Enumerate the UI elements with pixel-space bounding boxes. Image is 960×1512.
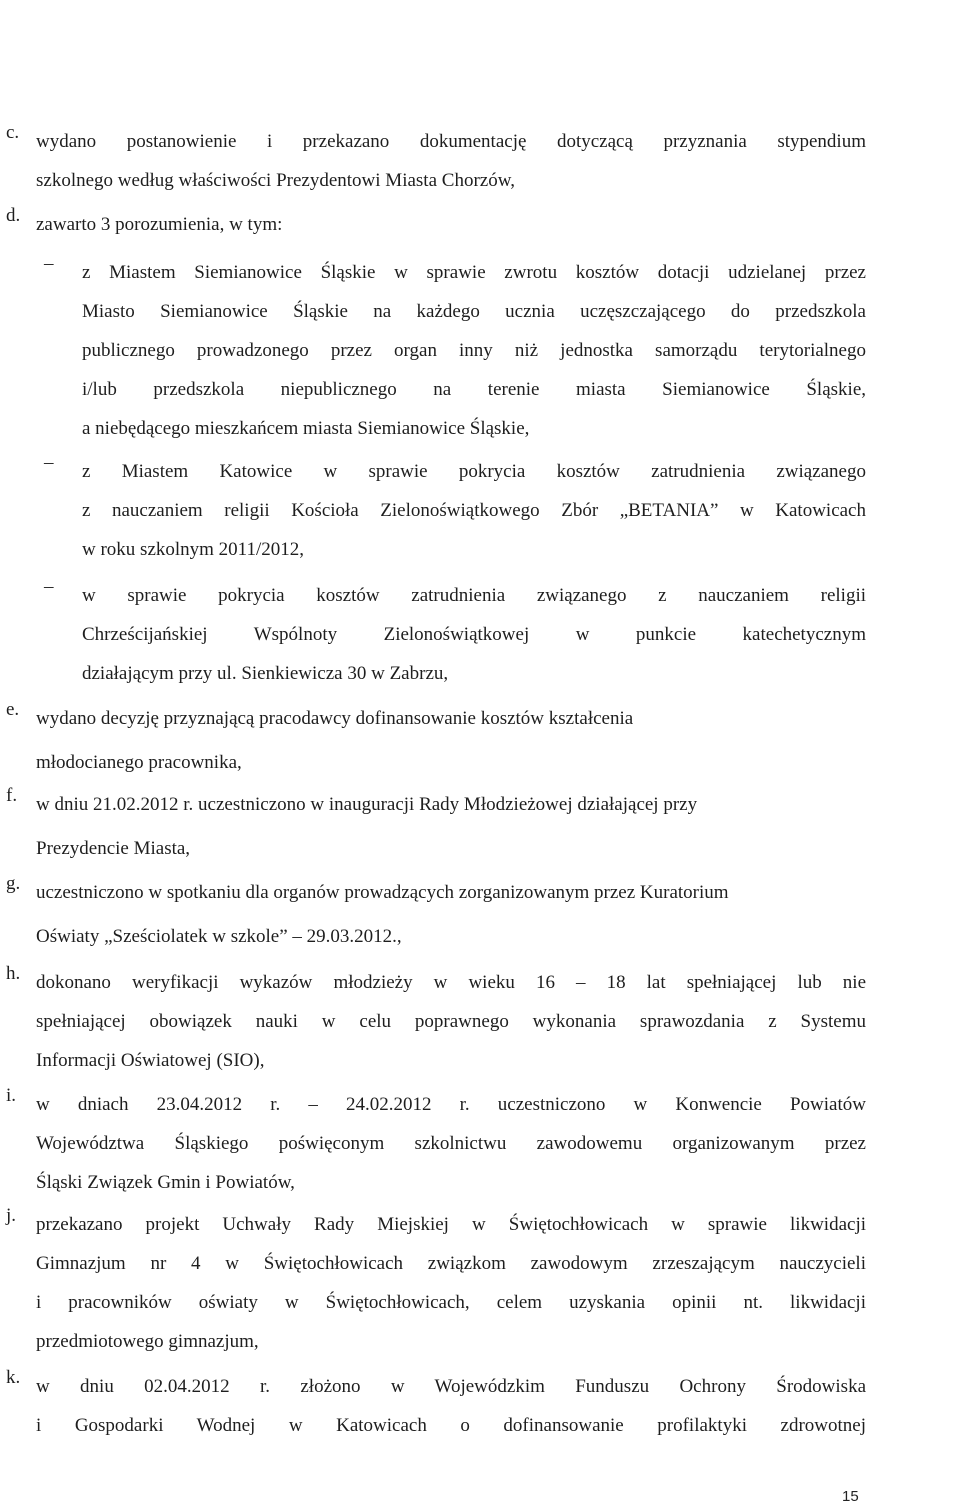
list-item-k	[6, 1367, 866, 1445]
list-item-h	[6, 963, 866, 1080]
text-line: i pracowników oświaty w Świętochłowicach, celem uzyskania opinii nt. likwidacji	[36, 1292, 866, 1313]
list-item-f	[6, 785, 866, 868]
list-item-g	[6, 873, 866, 956]
list-marker: e.	[6, 699, 20, 720]
text-line: Prezydencie Miasta,	[36, 838, 191, 859]
text-line: wydano decyzję przyznającą pracodawcy dofinansowanie kosztów kształcenia	[36, 708, 634, 729]
text-line: z nauczaniem religii Kościoła Zielonoświątkowego Zbór „BETANIA” w Katowicach	[82, 500, 866, 521]
sub-item-siemianowice	[44, 253, 866, 448]
text-line: uczestniczono w spotkaniu dla organów prowadzących zorganizowanym przez Kuratorium	[36, 882, 729, 903]
list-item-i	[6, 1085, 866, 1202]
text-line: działającym przy ul. Sienkiewicza 30 w Zabrzu,	[82, 663, 449, 684]
text-line: Gimnazjum nr 4 w Świętochłowicach związkom zawodowym zrzeszającym nauczycieli	[36, 1253, 866, 1274]
text-line: a niebędącego mieszkańcem miasta Siemianowice Śląskie,	[82, 418, 530, 439]
sub-item-katowice	[44, 452, 866, 569]
list-marker: f.	[6, 785, 18, 806]
text-line: przedmiotowego gimnazjum,	[36, 1331, 259, 1352]
text-line: młodocianego pracownika,	[36, 752, 242, 773]
list-marker: i.	[6, 1085, 17, 1106]
list-marker: c.	[6, 122, 20, 143]
text-line: w dniu 21.02.2012 r. uczestniczono w inauguracji Rady Młodzieżowej działającej przy	[36, 794, 698, 815]
text-line: Chrześcijańskiej Wspólnoty Zielonoświątkowej w punkcie katechetycznym	[82, 624, 866, 645]
text-line: wydano postanowienie i przekazano dokumentację dotyczącą przyznania stypendium	[36, 131, 866, 152]
text-line: w roku szkolnym 2011/2012,	[82, 539, 305, 560]
text-line: Śląski Związek Gmin i Powiatów,	[36, 1172, 295, 1193]
list-marker: k.	[6, 1367, 21, 1388]
text-line: Województwa Śląskiego poświęconym szkolnictwu zawodowemu organizowanym przez	[36, 1133, 866, 1154]
text-line: Miasto Siemianowice Śląskie na każdego ucznia uczęszczającego do przedszkola	[82, 301, 866, 322]
text-line: przekazano projekt Uchwały Rady Miejskiej w Świętochłowicach w sprawie likwidacji	[36, 1214, 866, 1235]
text-line: z Miastem Siemianowice Śląskie w sprawie zwrotu kosztów dotacji udzielanej przez	[82, 262, 866, 283]
text-line: publicznego prowadzonego przez organ inny niż jednostka samorządu terytorialnego	[82, 340, 866, 361]
text-line: Informacji Oświatowej (SIO),	[36, 1050, 265, 1071]
text-line: dokonano weryfikacji wykazów młodzieży w wieku 16 – 18 lat spełniającej lub nie	[36, 972, 866, 993]
list-item-d	[6, 205, 866, 244]
text-line: i/lub przedszkola niepublicznego na terenie miasta Siemianowice Śląskie,	[82, 379, 866, 400]
text-line: spełniającej obowiązek nauki w celu poprawnego wykonania sprawozdania z Systemu	[36, 1011, 866, 1032]
dash-marker: –	[44, 576, 54, 597]
text-line: z Miastem Katowice w sprawie pokrycia kosztów zatrudnienia związanego	[82, 461, 866, 482]
list-marker: h.	[6, 963, 21, 984]
text-line: zawarto 3 porozumienia, w tym:	[36, 214, 283, 235]
list-item-c	[6, 122, 866, 200]
sub-item-zabrze	[44, 576, 866, 693]
list-marker: j.	[6, 1205, 17, 1226]
list-marker: g.	[6, 873, 21, 894]
text-line: w sprawie pokrycia kosztów zatrudnienia związanego z nauczaniem religii	[82, 585, 866, 606]
text-line: Oświaty „Sześciolatek w szkole” – 29.03.2012.,	[36, 926, 402, 947]
text-line: w dniach 23.04.2012 r. – 24.02.2012 r. uczestniczono w Konwencie Powiatów	[36, 1094, 866, 1115]
dash-marker: –	[44, 253, 54, 274]
text-line: i Gospodarki Wodnej w Katowicach o dofinansowanie profilaktyki zdrowotnej	[36, 1415, 866, 1436]
dash-marker: –	[44, 452, 54, 473]
list-marker: d.	[6, 205, 21, 226]
page-number: 15	[842, 1488, 859, 1505]
list-item-e	[6, 699, 866, 782]
list-item-j	[6, 1205, 866, 1361]
text-line: w dniu 02.04.2012 r. złożono w Wojewódzkim Funduszu Ochrony Środowiska	[36, 1376, 866, 1397]
text-line: szkolnego według właściwości Prezydentowi Miasta Chorzów,	[36, 170, 515, 191]
